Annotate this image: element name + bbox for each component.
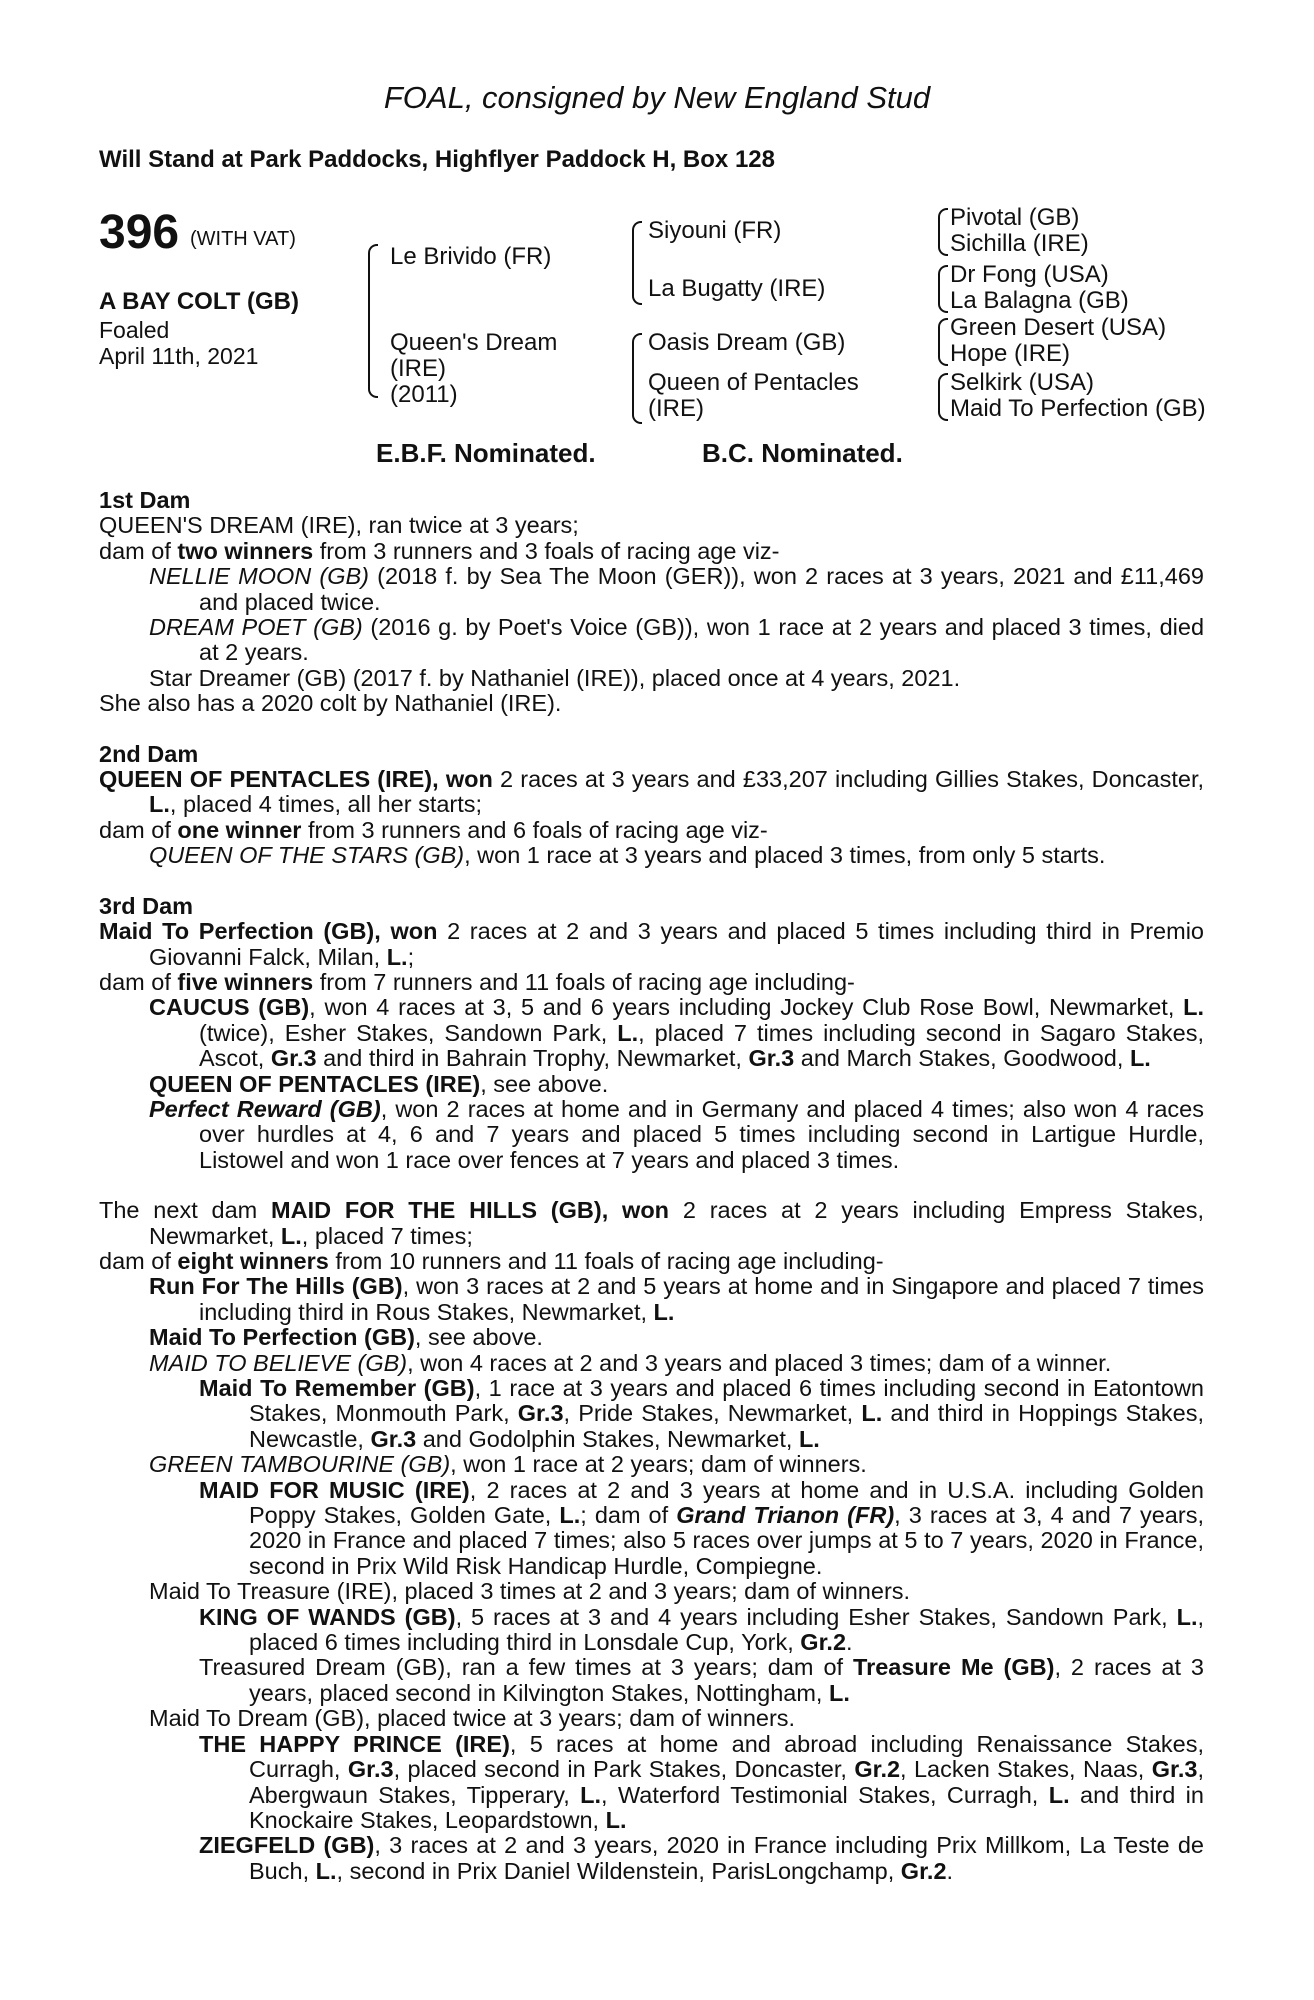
produce-entry (99, 564, 1204, 615)
horse-name: NELLIE MOON (GB) (149, 563, 369, 590)
produce-entry: Maid To Dream (GB), placed twice at 3 years; dam of winners. (149, 1705, 796, 1732)
bc-nominated: B.C. Nominated. (702, 438, 903, 468)
lot-number: 396 (99, 206, 180, 259)
race-grade: L. (861, 1400, 883, 1427)
text: , 3 races at 3, 4 and 7 years, 2020 in France and placed 7 times; also 5 races over jumps at 5 to 7 years, 2020 in France, second in Prix Wild Risk Handicap Hurdle, Compiegne. (249, 1502, 1204, 1579)
consignment-line: FOAL, consigned by New England Stud (383, 80, 931, 115)
produce-entry: Star Dreamer (GB) (2017 f. by Nathaniel (IRE)), placed once at 4 years, 2021. (149, 664, 961, 691)
pedigree-brace (938, 265, 948, 313)
first-dam-heading: 1st Dam (99, 487, 191, 513)
text: , placed 4 times, all her starts; (169, 791, 483, 818)
race-grade: L. (386, 943, 408, 970)
horse-name: ZIEGFELD (GB) (199, 1832, 375, 1859)
pedigree-dam-line3: (2011) (390, 381, 458, 408)
produce-entry (99, 1655, 1204, 1706)
text: (2018 f. by Sea The Moon (GER)), won 2 races at 3 years, 2021 and £11,469 and placed twice. (199, 563, 1204, 615)
text: , won (601, 1197, 670, 1224)
text: Treasured Dream (GB), ran a few times at 3 years; dam of (199, 1654, 854, 1681)
text: from 7 runners and 11 foals of racing age including- (313, 968, 855, 995)
text: dam of (99, 537, 178, 564)
horse-name: Grand Trianon (FR) (676, 1502, 895, 1529)
next-dam-section (99, 1198, 1204, 1884)
race-grade: L. (1129, 1045, 1151, 1072)
produce-entry (99, 1605, 1204, 1656)
pedigree-brace (938, 373, 948, 421)
race-grade: L. (315, 1857, 337, 1884)
catalogue-text (99, 488, 1204, 1884)
third-dam-section (99, 894, 1204, 1173)
text: , Pride Stakes, Newmarket, (563, 1400, 862, 1427)
horse-name: MAID FOR MUSIC (IRE) (199, 1476, 470, 1503)
text: The next dam (99, 1197, 272, 1224)
horse-name: Maid To Perfection (GB) (99, 918, 375, 945)
produce-entry (99, 1376, 1204, 1452)
produce-entry (99, 1097, 1204, 1173)
second-dam-section (99, 742, 1204, 869)
pedigree-dam-sire: Oasis Dream (GB) (648, 329, 846, 356)
horse-name: QUEEN OF PENTACLES (IRE) (149, 1070, 481, 1097)
produce-entry: Maid To Treasure (IRE), placed 3 times at 2 and 3 years; dam of winners. (149, 1578, 911, 1605)
pedigree-dam-dam-line1: Queen of Pentacles (648, 369, 859, 396)
first-dam-produce-summary (99, 539, 1204, 564)
race-grade: L. (280, 1222, 302, 1249)
pedigree-brace (632, 221, 642, 305)
text: from 3 runners and 6 foals of racing age viz- (301, 816, 768, 843)
race-grade: L. (1048, 1781, 1070, 1808)
pedigree-sss: Pivotal (GB) (950, 204, 1080, 231)
produce-entry (99, 1072, 1204, 1097)
produce-entry (99, 1452, 1204, 1477)
pedigree-dam-line1: Queen's Dream (390, 329, 558, 356)
race-grade: Gr.3 (347, 1756, 394, 1783)
produce-entry (99, 1274, 1204, 1325)
produce-entry (99, 1478, 1204, 1580)
text: (twice), Esher Stakes, Sandown Park, (199, 1019, 618, 1046)
race-grade: L. (1183, 994, 1204, 1021)
text: , won (432, 766, 493, 793)
pedigree-dam-line2: (IRE) (390, 355, 446, 382)
text: . (846, 1629, 853, 1656)
pedigree-sire: Le Brivido (FR) (390, 243, 552, 270)
race-grade: Gr.3 (370, 1425, 417, 1452)
winners-count: five winners (177, 968, 314, 995)
third-dam-heading: 3rd Dam (99, 892, 194, 919)
pedigree-sds: Dr Fong (USA) (950, 261, 1109, 288)
foaled-date: April 11th, 2021 (99, 343, 259, 369)
produce-entry (99, 843, 1204, 868)
race-grade: L. (605, 1806, 627, 1833)
text: , placed 7 times; (301, 1222, 473, 1249)
pedigree-dsd: Hope (IRE) (950, 340, 1071, 367)
produce-entry (99, 1732, 1204, 1834)
text: , 1 race at 3 years and placed 6 times including second in Eatontown Stakes, Monmouth Park, (249, 1375, 1204, 1427)
race-grade: L. (149, 791, 170, 818)
text: , 3 races at 2 and 3 years, 2020 in France including Prix Millkom, La Teste de Buch, (249, 1832, 1204, 1884)
race-grade: L. (828, 1679, 850, 1706)
horse-name: GREEN TAMBOURINE (GB) (149, 1451, 451, 1478)
text: ; (407, 943, 415, 970)
second-dam-record (99, 767, 1204, 818)
text: and third in Bahrain Trophy, Newmarket, (316, 1045, 749, 1072)
text: , placed 7 times including second in Sagaro Stakes, Ascot, (199, 1019, 1204, 1072)
produce-entry (99, 1833, 1204, 1884)
horse-name: Perfect Reward (GB) (149, 1095, 381, 1122)
pedigree-brace (938, 318, 948, 366)
text: 2 races at 3 years and £33,207 including Gillies Stakes, Doncaster, (492, 766, 1205, 793)
first-dam-section (99, 488, 1204, 717)
winners-count: eight winners (177, 1247, 329, 1274)
race-grade: L. (798, 1425, 820, 1452)
pedigree-brace (938, 208, 948, 256)
next-dam-produce-summary (99, 1249, 1204, 1274)
text: (2016 g. by Poet's Voice (GB)), won 1 race at 2 years and placed 3 times, died at 2 years. (199, 614, 1205, 666)
first-dam-intro: QUEEN'S DREAM (IRE), ran twice at 3 years; (99, 512, 579, 539)
horse-name: KING OF WANDS (GB) (199, 1603, 456, 1630)
horse-name: Maid To Remember (GB) (199, 1375, 475, 1401)
horse-name: Run For The Hills (GB) (149, 1273, 403, 1300)
race-grade: L. (1176, 1603, 1198, 1630)
second-dam-heading: 2nd Dam (99, 740, 199, 767)
horse-name: MAID FOR THE HILLS (GB) (271, 1197, 602, 1224)
horse-name: QUEEN OF THE STARS (GB) (149, 842, 465, 869)
next-dam-record (99, 1198, 1204, 1249)
foaled-label: Foaled (99, 317, 170, 343)
horse-name: QUEEN OF PENTACLES (IRE) (99, 766, 433, 793)
lot-title: A BAY COLT (GB) (99, 288, 300, 315)
pedigree-sdd: La Balagna (GB) (950, 287, 1129, 314)
stand-location: Will Stand at Park Paddocks, Highflyer Paddock H, Box 128 (99, 146, 775, 173)
text: dam of (99, 968, 178, 995)
text: , won 3 races at 2 and 5 years at home and in Singapore and placed 7 times including third in Rous Stakes, Newmarket, (199, 1273, 1204, 1325)
pedigree-brace (368, 244, 378, 398)
text: , see above. (480, 1070, 609, 1097)
pedigree-ddd: Maid To Perfection (GB) (950, 395, 1206, 422)
winners-count: one winner (177, 816, 302, 843)
horse-name: THE HAPPY PRINCE (IRE) (199, 1730, 510, 1757)
text: dam of (99, 1247, 178, 1274)
text: , 5 races at home and abroad including Renaissance Stakes, Curragh, (249, 1730, 1204, 1783)
text: , placed 6 times including third in Lonsdale Cup, York, (249, 1603, 1205, 1656)
race-grade: L. (559, 1502, 581, 1529)
text: , 5 races at 3 and 4 years including Esher Stakes, Sandown Park, (455, 1603, 1177, 1630)
horse-name: DREAM POET (GB) (149, 614, 363, 641)
text: , placed second in Park Stakes, Doncaster, (393, 1756, 855, 1783)
vat-note: (WITH VAT) (190, 228, 296, 250)
third-dam-record (99, 919, 1204, 970)
pedigree-dss: Green Desert (USA) (950, 314, 1167, 341)
text: and Godolphin Stakes, Newmarket, (416, 1425, 799, 1452)
text: , won 1 race at 3 years and placed 3 times, from only 5 starts. (464, 842, 1106, 869)
text: , see above. (414, 1324, 543, 1351)
text: 2 races at 2 years including Empress Stakes, Newmarket, (149, 1197, 1205, 1249)
text: ; dam of (580, 1502, 677, 1529)
text: , won 4 races at 3, 5 and 6 years including Jockey Club Rose Bowl, Newmarket, (309, 994, 1184, 1021)
text: 2 races at 2 and 3 years and placed 5 times including third in Premio Giovanni Falck, Milan, (149, 918, 1204, 970)
text: dam of (99, 816, 178, 843)
race-grade: L. (580, 1781, 602, 1808)
horse-name: Treasure Me (GB) (853, 1654, 1055, 1681)
horse-name: MAID TO BELIEVE (GB) (149, 1349, 408, 1376)
text: from 10 runners and 11 foals of racing age including- (328, 1247, 884, 1274)
text: , second in Prix Daniel Wildenstein, ParisLongchamp, (336, 1857, 901, 1884)
text: and March Stakes, Goodwood, (794, 1045, 1130, 1072)
text: , Waterford Testimonial Stakes, Curragh, (601, 1781, 1049, 1808)
pedigree-sire-dam: La Bugatty (IRE) (648, 275, 826, 302)
race-grade: Gr.2 (854, 1756, 901, 1783)
pedigree-brace (632, 333, 642, 424)
text: , won 1 race at 2 years; dam of winners. (450, 1451, 867, 1478)
horse-name: Maid To Perfection (GB) (149, 1324, 415, 1351)
text: from 3 runners and 3 foals of racing age viz- (313, 537, 780, 564)
text: , 2 races at 2 and 3 years at home and in U.S.A. including Golden Poppy Stakes, Golden Gate, (249, 1476, 1204, 1529)
produce-entry (99, 1325, 1204, 1350)
race-grade: Gr.3 (517, 1400, 564, 1427)
horse-name: CAUCUS (GB) (149, 994, 310, 1021)
text: , won 4 races at 2 and 3 years and placed 3 times; dam of a winner. (407, 1349, 1112, 1376)
third-dam-produce-summary (99, 970, 1204, 995)
text: and third in Hoppings Stakes, Newcastle, (249, 1400, 1204, 1452)
ebf-nominated: E.B.F. Nominated. (376, 438, 596, 468)
race-grade: L. (617, 1019, 639, 1046)
produce-entry (99, 995, 1204, 1071)
second-dam-produce-summary (99, 818, 1204, 843)
text: , 2 races at 3 years, placed second in Kilvington Stakes, Nottingham, (249, 1654, 1204, 1706)
pedigree-sire-sire: Siyouni (FR) (648, 217, 782, 244)
text: , Abergwaun Stakes, Tipperary, (249, 1756, 1205, 1808)
race-grade: Gr.2 (800, 1629, 847, 1656)
race-grade: Gr.3 (748, 1045, 795, 1072)
text: , won (374, 918, 438, 945)
race-grade: Gr.2 (900, 1857, 947, 1884)
race-grade: Gr.3 (1151, 1756, 1198, 1783)
pedigree-dam-dam-line2: (IRE) (648, 395, 704, 422)
text: , Lacken Stakes, Naas, (900, 1756, 1152, 1783)
text: and third in Knockaire Stakes, Leopardstown, (249, 1781, 1204, 1833)
produce-entry (99, 1351, 1204, 1376)
pedigree-dds: Selkirk (USA) (950, 369, 1095, 396)
produce-entry (99, 615, 1204, 666)
winners-count: two winners (177, 537, 314, 564)
first-dam-also: She also has a 2020 colt by Nathaniel (IRE). (99, 690, 562, 717)
text: . (946, 1857, 954, 1884)
text: , won 2 races at home and in Germany and placed 4 times; also won 4 races over hurdles at 4, 6 and 7 years and placed 5 times including second in Lartigue Hurdle, Listowel and won 1 race over fences at 7 years and placed 3 times. (199, 1095, 1204, 1173)
pedigree-ssd: Sichilla (IRE) (950, 230, 1089, 257)
race-grade: Gr.3 (270, 1045, 317, 1072)
race-grade: L. (653, 1298, 675, 1325)
